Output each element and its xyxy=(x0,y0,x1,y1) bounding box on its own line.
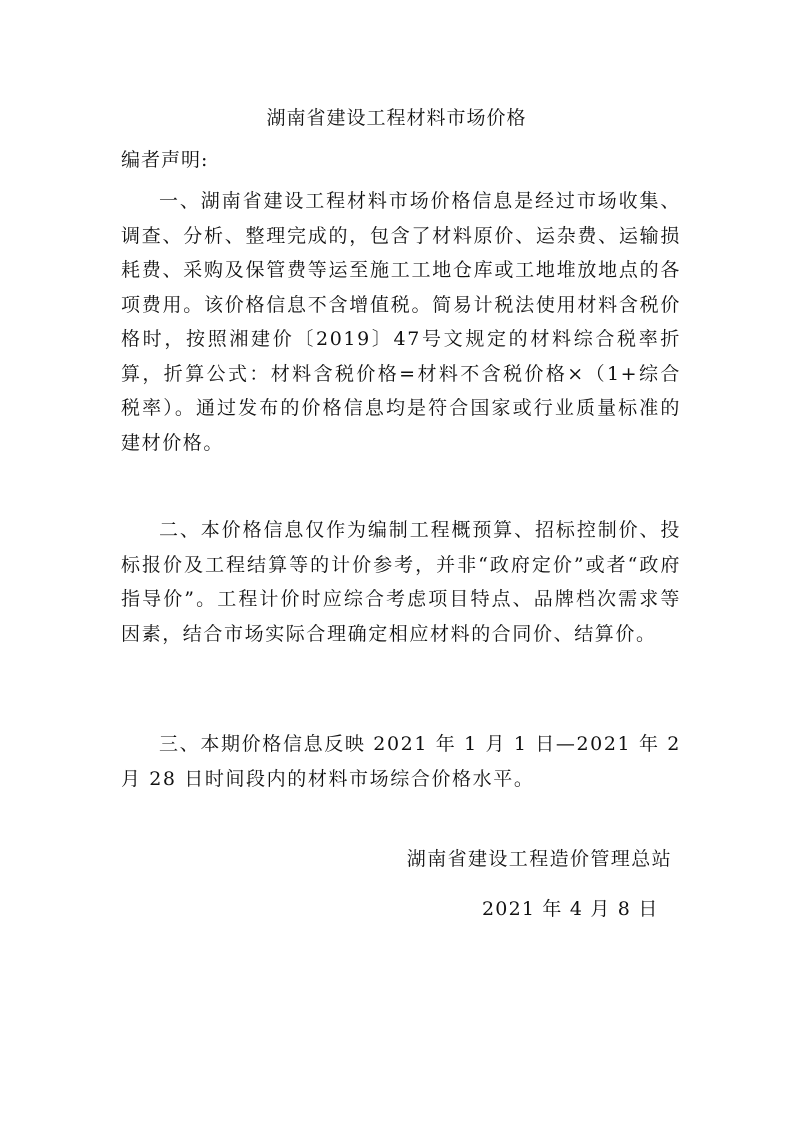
issuer-signature: 湖南省建设工程造价管理总站 xyxy=(406,848,672,870)
paragraph-two: 二、本价格信息仅作为编制工程概预算、招标控制价、投标报价及工程结算等的计价参考，并非“政府定价”或者“政府指导价”。工程计价时应综合考虑项目特点、品牌档次需求等因素，结合市场实际合理确定相应材料的合同价、结算价。 xyxy=(121,519,681,645)
paragraph-three: 三、本期价格信息反映 2021 年 1 月 1 日—2021 年 2 月 28 日时间段内的材料市场综合价格水平。 xyxy=(121,733,681,790)
document-title: 湖南省建设工程材料市场价格 xyxy=(266,107,527,129)
statement-label: 编者声明: xyxy=(121,149,209,171)
issue-date: 2021 年 4 月 8 日 xyxy=(482,898,659,920)
paragraph-one: 一、湖南省建设工程材料市场价格信息是经过市场收集、调查、分析、整理完成的，包含了材料原价、运杂费、运输损耗费、采购及保管费等运至施工工地仓库或工地堆放地点的各项费用。该价格信息不含增值税。简易计税法使用材料含税价格时，按照湘建价〔2019〕47号文规定的材料综合税率折算，折算公式：材料含税价格=材料不含税价格×（1+综合税率）。通过发布的价格信息均是符合国家或行业质量标准的建材价格。 xyxy=(121,190,681,454)
